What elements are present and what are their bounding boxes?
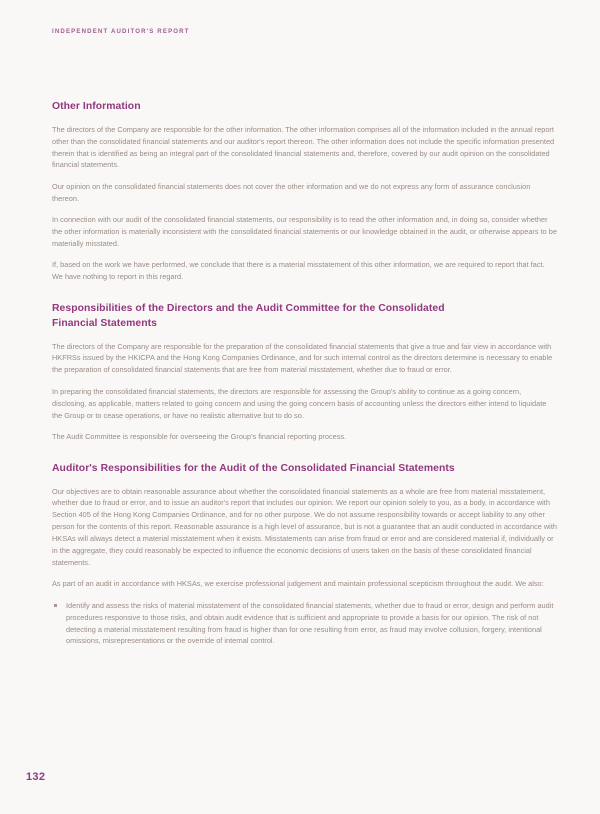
paragraph: The directors of the Company are responsible for the preparation of the consolidated financial statements that give a true and fair view in accordance with HKFRSs issued by the HKICPA and the Hong Kong Companies Ordinance, and for such internal control as the directors determine is necessary to enable the preparation of consolidated financial statements that are free from material misstatement, whether due to fraud or error. (52, 341, 553, 375)
paragraph: The Audit Committee is responsible for overseeing the Group's financial reporting process. (52, 431, 347, 441)
paragraph: Our opinion on the consolidated financial statements does not cover the other information and we do not express any form of assurance conclusion thereon. (52, 181, 531, 203)
page-content (52, 100, 557, 657)
section-auditor-responsibilities (52, 462, 557, 647)
paragraph: Our objectives are to obtain reasonable assurance about whether the consolidated financial statements as a whole are free from material misstatement, whether due to fraud or error, and to issue an auditor's report that includes our opinion. We report our opinion solely to you, as a body, in accordance with Section 405 of the Hong Kong Companies Ordinance, and for no other purpose. We do not assume responsibility towards or accept liability to any other person for the contents of this report. Reasonable assurance is a high level of assurance, but is not a guarantee that an audit conducted in accordance with HKSAs will always detect a material misstatement when it exists. Misstatements can arise from fraud or error and are considered material if, individually or in the aggregate, they could reasonably be expected to influence the economic decisions of users taken on the basis of these consolidated financial statements. (52, 486, 557, 567)
heading-auditor-responsibilities: Auditor's Responsibilities for the Audit of the Consolidated Financial Statements (52, 462, 455, 474)
list-item-text: Identify and assess the risks of material misstatement of the consolidated financial statements, whether due to fraud or error, design and perform audit procedures responsive to those risks, and obtain audit evidence that is sufficient and appropriate to provide a basis for our opinion. The risk of not detecting a material misstatement resulting from fraud is higher than for one resulting from error, as fraud may involve collusion, forgery, intentional omissions, misrepresentations or the override of internal control. (66, 600, 554, 646)
list-item (52, 600, 557, 648)
paragraph: As part of an audit in accordance with HKSAs, we exercise professional judgement and maintain professional scepticism throughout the audit. We also: (52, 579, 544, 589)
paragraph: If, based on the work we have performed, we conclude that there is a material misstatement of this other information, we are required to report that fact. We have nothing to report in this regard. (52, 260, 545, 282)
section-other-information (52, 100, 557, 283)
paragraph: The directors of the Company are responsible for the other information. The other information comprises all of the information included in the annual report other than the consolidated financial statements and our auditor's report thereon. The other information does not include the specific information presented therein that is identified as being an integral part of the consolidated financial statements and, therefore, covered by our audit opinion on the consolidated financial statements. (52, 124, 555, 170)
bullet-square-icon (54, 604, 57, 607)
running-header: INDEPENDENT AUDITOR'S REPORT (52, 28, 190, 35)
auditor-procedures-list (52, 600, 557, 648)
paragraph: In connection with our audit of the consolidated financial statements, our responsibility is to read the other information and, in doing so, consider whether the other information is materially inconsistent with the consolidated financial statements or our knowledge obtained in the audit, or otherwise appears to be materially misstated. (52, 215, 557, 248)
section-directors-responsibilities (52, 302, 557, 443)
heading-directors-responsibilities: Responsibilities of the Directors and the Audit Committee for the Consolidated Financial Statements (52, 303, 445, 329)
page-number: 132 (26, 771, 46, 783)
heading-other-information: Other Information (52, 101, 141, 112)
paragraph: In preparing the consolidated financial statements, the directors are responsible for assessing the Group's ability to continue as a going concern, disclosing, as applicable, matters related to going concern and using the going concern basis of accounting unless the directors either intend to liquidate the Group or to cease operations, or have no realistic alternative but to do so. (52, 386, 547, 420)
